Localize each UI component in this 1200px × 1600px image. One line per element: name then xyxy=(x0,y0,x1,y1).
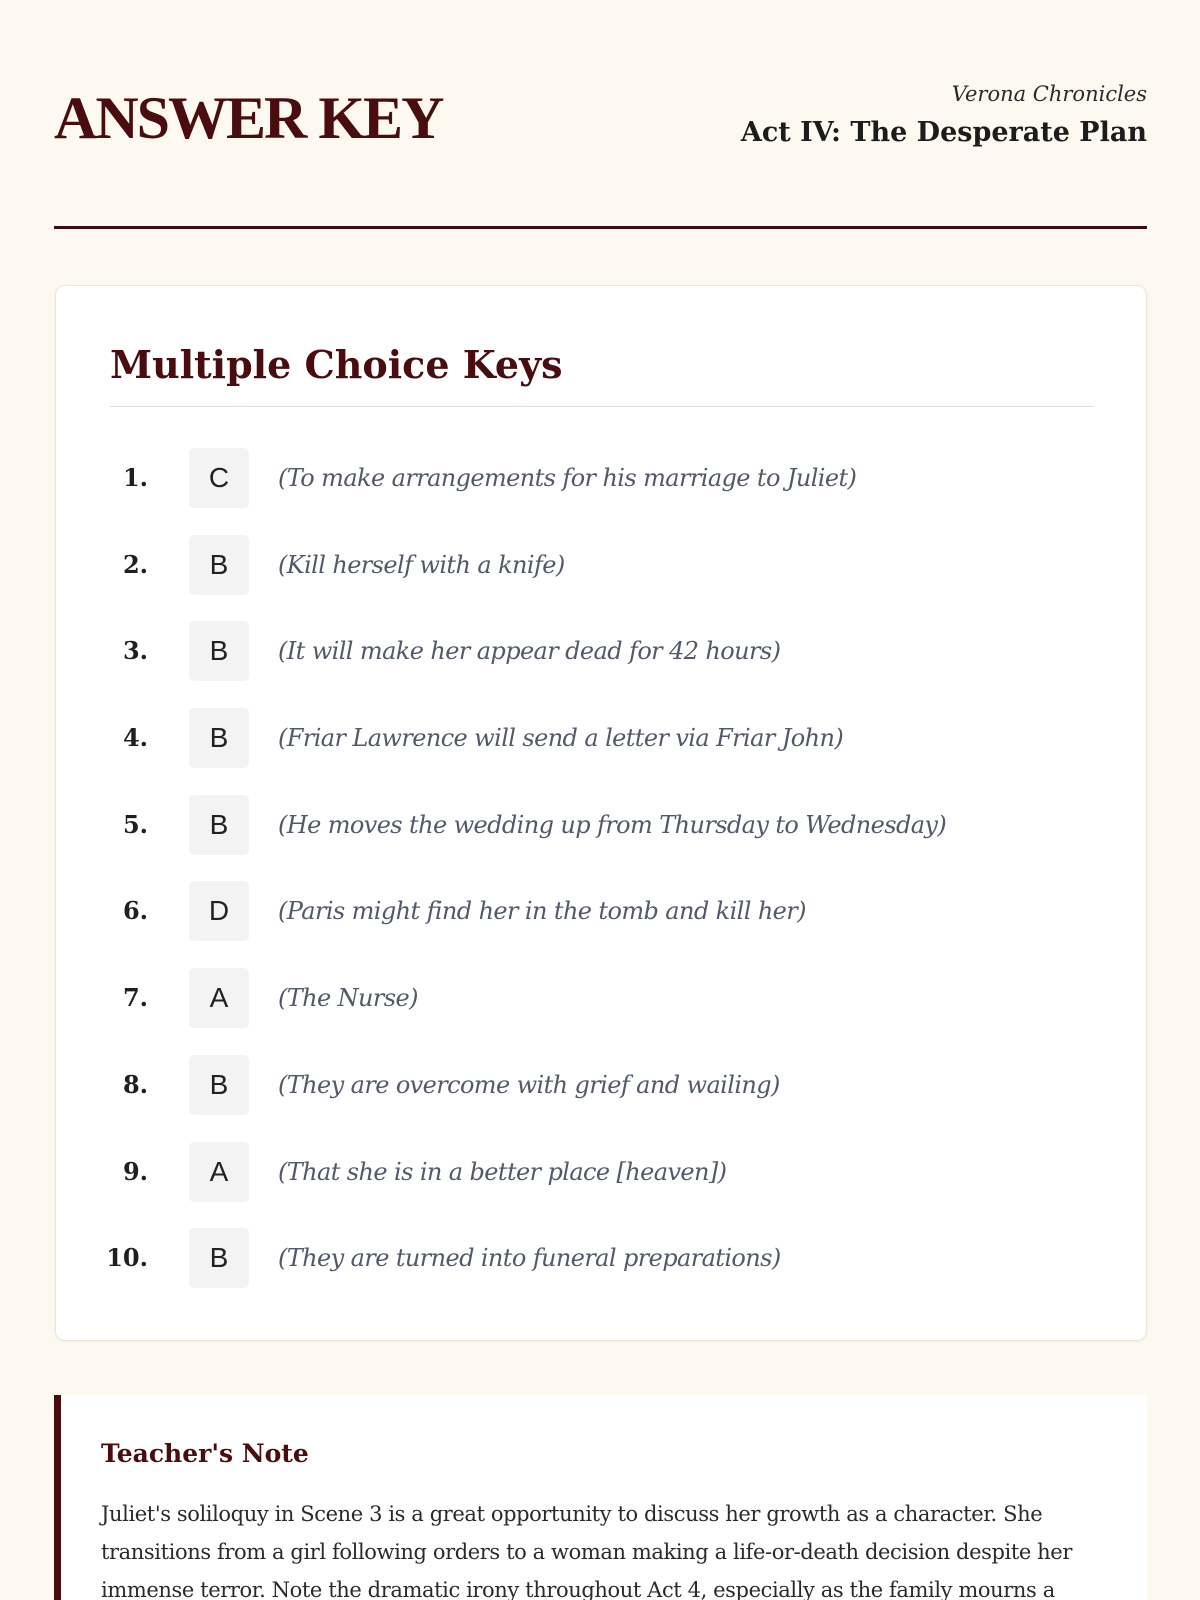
answer-row xyxy=(56,1228,1146,1315)
answer-letter: B xyxy=(189,621,249,681)
question-number: 10. xyxy=(106,1243,148,1273)
answer-explanation: (Paris might find her in the tomb and kill her) xyxy=(278,897,806,926)
question-number: 6. xyxy=(122,896,148,926)
answer-row xyxy=(56,795,1146,882)
answer-explanation: (He moves the wedding up from Thursday to Wednesday) xyxy=(278,810,947,839)
teacher-note xyxy=(54,1395,1147,1600)
answer-letter: B xyxy=(189,795,249,855)
page-header xyxy=(54,0,1147,230)
answer-explanation: (They are overcome with grief and wailing) xyxy=(278,1070,780,1099)
question-number: 2. xyxy=(122,549,148,579)
header-divider xyxy=(54,226,1147,229)
answer-row xyxy=(56,621,1146,708)
answer-letter: B xyxy=(189,535,249,595)
answer-row xyxy=(56,968,1146,1055)
answer-explanation: (Kill herself with a knife) xyxy=(278,550,565,579)
section-heading: Multiple Choice Keys xyxy=(110,342,563,387)
multiple-choice-card xyxy=(55,285,1147,1341)
answer-explanation: (Friar Lawrence will send a letter via Friar John) xyxy=(278,724,844,753)
answer-explanation: (The Nurse) xyxy=(278,984,418,1013)
header-meta xyxy=(741,82,1147,150)
answer-letter: C xyxy=(189,448,249,508)
answer-list xyxy=(56,448,1146,1315)
answer-row xyxy=(56,1055,1146,1142)
answer-row xyxy=(56,1142,1146,1229)
answer-letter: A xyxy=(189,1142,249,1202)
answer-row xyxy=(56,535,1146,622)
question-number: 3. xyxy=(122,636,148,666)
answer-explanation: (They are turned into funeral preparations) xyxy=(278,1244,781,1273)
teacher-note-heading: Teacher's Note xyxy=(101,1439,309,1468)
answer-row xyxy=(56,881,1146,968)
answer-explanation: (It will make her appear dead for 42 hours) xyxy=(278,637,781,666)
answer-letter: B xyxy=(189,1055,249,1115)
section-divider xyxy=(110,406,1094,407)
answer-row xyxy=(56,448,1146,535)
question-number: 7. xyxy=(122,983,148,1013)
question-number: 5. xyxy=(122,809,148,839)
answer-row xyxy=(56,708,1146,795)
answer-letter: D xyxy=(189,881,249,941)
question-number: 4. xyxy=(122,723,148,753)
act-title: Act IV: The Desperate Plan xyxy=(740,117,1147,149)
question-number: 8. xyxy=(122,1069,148,1099)
question-number: 9. xyxy=(122,1156,148,1186)
question-number: 1. xyxy=(122,463,148,492)
answer-letter: B xyxy=(189,708,249,768)
answer-letter: A xyxy=(189,968,249,1028)
answer-letter: B xyxy=(189,1228,249,1288)
page-title: ANSWER KEY xyxy=(54,85,443,151)
answer-explanation: (To make arrangements for his marriage to Juliet) xyxy=(278,464,857,492)
answer-explanation: (That she is in a better place [heaven]) xyxy=(278,1157,727,1186)
series-name: Verona Chronicles xyxy=(951,82,1147,106)
teacher-note-body: Juliet's soliloquy in Scene 3 is a great opportunity to discuss her growth as a character. She transitions from a girl following orders to a woman making a life-or-death decision despite her immense terror. Note the dramatic irony throughout Act 4, especially as the family mourns a xyxy=(101,1502,1072,1600)
